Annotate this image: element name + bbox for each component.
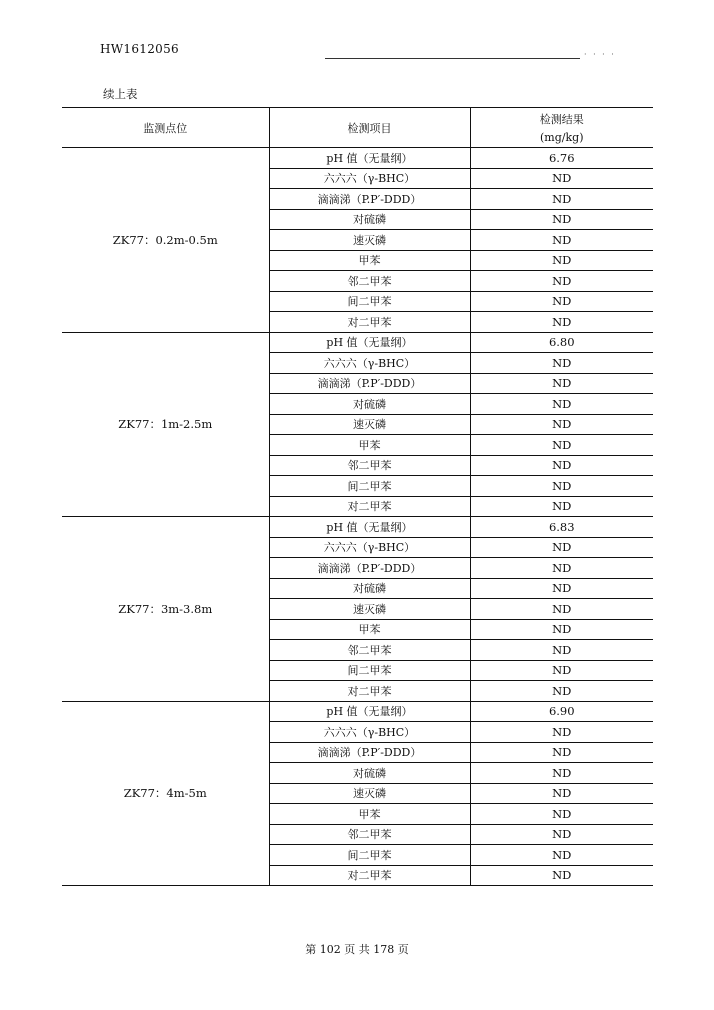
- header-dots: · · · ·: [584, 50, 616, 59]
- result-cell: ND: [470, 271, 653, 292]
- result-cell: ND: [470, 681, 653, 702]
- result-cell: ND: [470, 455, 653, 476]
- result-cell: ND: [470, 291, 653, 312]
- item-cell: 间二甲苯: [269, 660, 470, 681]
- result-cell: ND: [470, 783, 653, 804]
- item-cell: 滴滴涕（P.P′-DDD）: [269, 558, 470, 579]
- result-cell: ND: [470, 865, 653, 886]
- item-cell: 对硫磷: [269, 394, 470, 415]
- item-cell: 间二甲苯: [269, 845, 470, 866]
- result-cell: ND: [470, 578, 653, 599]
- header-rule: [325, 58, 580, 59]
- result-cell: ND: [470, 312, 653, 333]
- item-cell: 间二甲苯: [269, 291, 470, 312]
- location-group: [62, 701, 653, 886]
- item-cell: 六六六（γ-BHC）: [269, 722, 470, 743]
- item-cell: 邻二甲苯: [269, 824, 470, 845]
- item-cell: 六六六（γ-BHC）: [269, 353, 470, 374]
- item-cell: 对硫磷: [269, 763, 470, 784]
- location-group: [62, 517, 653, 702]
- result-cell: ND: [470, 230, 653, 251]
- results-table: [62, 107, 653, 886]
- item-cell: 邻二甲苯: [269, 640, 470, 661]
- item-cell: 甲苯: [269, 619, 470, 640]
- result-cell: 6.83: [470, 517, 653, 538]
- header-result-unit: (mg/kg): [540, 131, 584, 144]
- item-cell: pH 值（无量纲）: [269, 332, 470, 353]
- result-cell: ND: [470, 640, 653, 661]
- result-cell: ND: [470, 414, 653, 435]
- item-cell: 邻二甲苯: [269, 271, 470, 292]
- item-cell: 滴滴涕（P.P′-DDD）: [269, 189, 470, 210]
- item-cell: 对二甲苯: [269, 312, 470, 333]
- result-cell: ND: [470, 537, 653, 558]
- continued-label: 续上表: [103, 87, 138, 101]
- item-cell: 滴滴涕（P.P′-DDD）: [269, 373, 470, 394]
- item-cell: 速灭磷: [269, 230, 470, 251]
- item-cell: 间二甲苯: [269, 476, 470, 497]
- item-cell: 对二甲苯: [269, 865, 470, 886]
- result-cell: ND: [470, 353, 653, 374]
- item-cell: 六六六（γ-BHC）: [269, 168, 470, 189]
- item-cell: pH 值（无量纲）: [269, 517, 470, 538]
- item-cell: 对二甲苯: [269, 681, 470, 702]
- location-cell: ZK77：0.2m-0.5m: [62, 148, 269, 333]
- result-cell: ND: [470, 189, 653, 210]
- header-item: 检测项目: [269, 108, 470, 148]
- result-cell: 6.76: [470, 148, 653, 169]
- result-cell: ND: [470, 435, 653, 456]
- location-cell: ZK77：4m-5m: [62, 701, 269, 886]
- item-cell: 滴滴涕（P.P′-DDD）: [269, 742, 470, 763]
- result-cell: ND: [470, 804, 653, 825]
- table-row: [62, 332, 653, 353]
- header-location: 监测点位: [62, 108, 269, 148]
- table-row: [62, 148, 653, 169]
- location-cell: ZK77：1m-2.5m: [62, 332, 269, 517]
- result-cell: ND: [470, 722, 653, 743]
- result-cell: ND: [470, 168, 653, 189]
- item-cell: 邻二甲苯: [269, 455, 470, 476]
- result-cell: ND: [470, 763, 653, 784]
- result-cell: ND: [470, 824, 653, 845]
- document-code: HW1612056: [100, 42, 179, 56]
- result-cell: ND: [470, 250, 653, 271]
- item-cell: 速灭磷: [269, 783, 470, 804]
- item-cell: 甲苯: [269, 804, 470, 825]
- header-result: [470, 108, 653, 148]
- item-cell: 甲苯: [269, 435, 470, 456]
- item-cell: pH 值（无量纲）: [269, 701, 470, 722]
- item-cell: pH 值（无量纲）: [269, 148, 470, 169]
- item-cell: 对硫磷: [269, 209, 470, 230]
- result-cell: ND: [470, 558, 653, 579]
- result-cell: ND: [470, 373, 653, 394]
- result-cell: ND: [470, 496, 653, 517]
- result-cell: ND: [470, 742, 653, 763]
- result-cell: ND: [470, 394, 653, 415]
- result-cell: ND: [470, 476, 653, 497]
- item-cell: 甲苯: [269, 250, 470, 271]
- result-cell: ND: [470, 660, 653, 681]
- location-group: [62, 148, 653, 333]
- result-cell: ND: [470, 599, 653, 620]
- result-cell: ND: [470, 619, 653, 640]
- table-row: [62, 517, 653, 538]
- item-cell: 六六六（γ-BHC）: [269, 537, 470, 558]
- item-cell: 对硫磷: [269, 578, 470, 599]
- item-cell: 对二甲苯: [269, 496, 470, 517]
- result-cell: ND: [470, 209, 653, 230]
- table-row: [62, 701, 653, 722]
- result-cell: ND: [470, 845, 653, 866]
- result-cell: 6.80: [470, 332, 653, 353]
- location-group: [62, 332, 653, 517]
- item-cell: 速灭磷: [269, 599, 470, 620]
- result-cell: 6.90: [470, 701, 653, 722]
- table-header-row: [62, 108, 653, 148]
- item-cell: 速灭磷: [269, 414, 470, 435]
- page-number: 第 102 页 共 178 页: [305, 943, 409, 956]
- header-result-label: 检测结果: [539, 113, 584, 126]
- location-cell: ZK77：3m-3.8m: [62, 517, 269, 702]
